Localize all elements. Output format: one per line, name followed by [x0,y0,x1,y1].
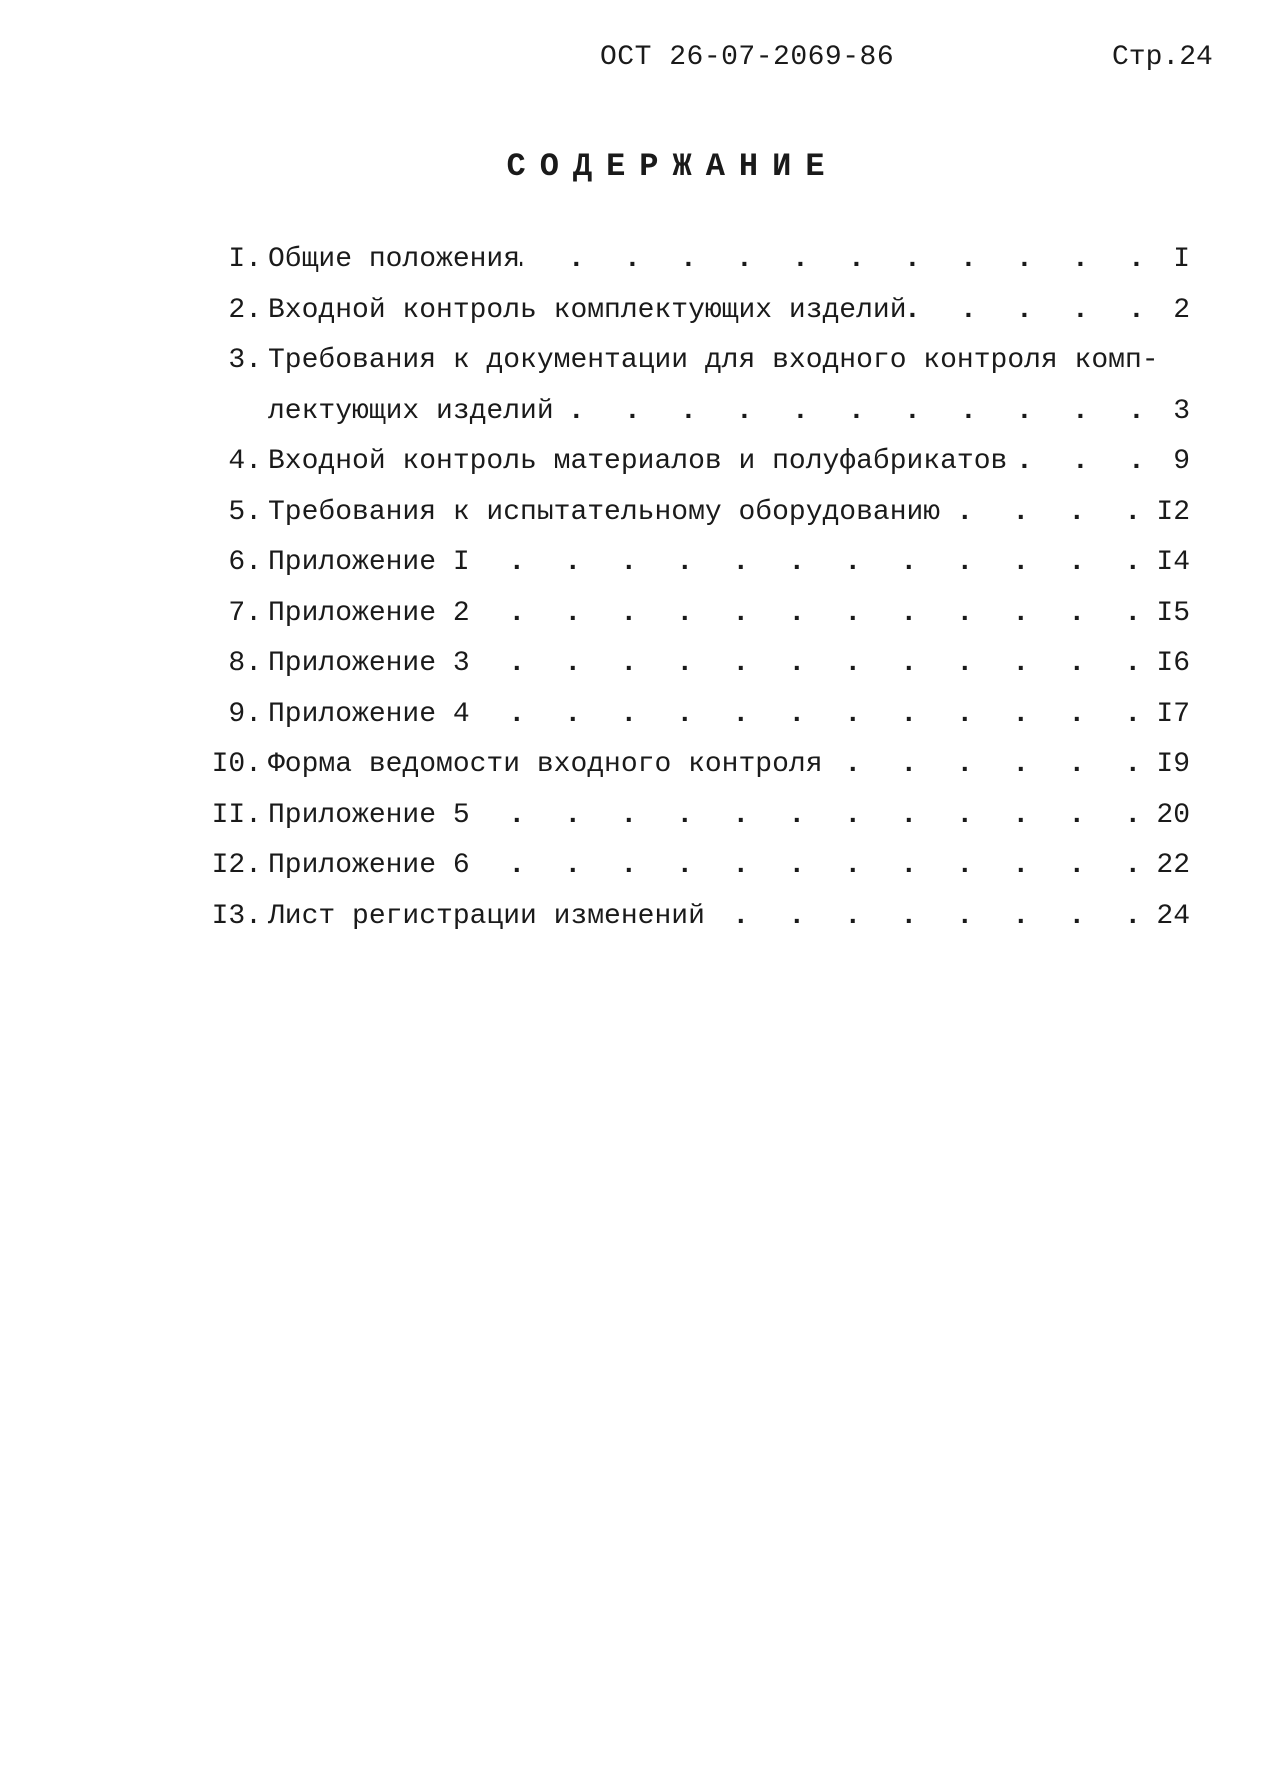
toc-entry [200,286,1190,337]
dot-leader [554,387,1156,438]
toc-entry-number: 4. [228,446,262,477]
toc-entry-page: I7 [1156,698,1190,730]
toc-entry [200,791,1190,842]
toc-entry [200,740,1190,791]
toc-entry-title: Приложение 4 [268,698,470,730]
toc-entry-title: Приложение 2 [268,597,470,629]
toc-entry-page: I [1173,244,1190,275]
contents-heading: СОДЕРЖАНИЕ [506,148,839,185]
toc-entry-title: Общие положения [268,244,521,275]
dot-leader [940,488,1152,539]
toc-entry-number: I. [228,244,262,275]
toc-entry [200,690,1190,741]
toc-entry-title: Приложение I [268,547,470,578]
toc-entry-title: Требования к документации для входного контроля комп- [268,345,1159,376]
toc-entry [200,892,1190,943]
toc-entry-number: I3. [211,900,262,932]
toc-entry-number: 6. [228,547,262,578]
toc-entry-page: I5 [1156,597,1190,629]
toc-entry [200,235,1190,286]
toc-entry-continuation [200,387,1190,438]
toc-entry-title: Приложение 5 [268,799,470,831]
toc-entry-page: 24 [1156,900,1190,932]
toc-entry-number: 5. [228,496,262,528]
page-number: Стр.24 [1112,42,1213,73]
toc-entry-page: I2 [1156,496,1190,528]
toc-entry [200,336,1190,387]
toc-entry-number: 7. [228,597,262,629]
toc-entry [200,589,1190,640]
toc-entry-title: Лист регистрации изменений [268,900,705,932]
dot-leader [907,286,1156,337]
toc-entry-title: лектующих изделий [268,395,554,427]
toc-entry-number: 8. [228,648,262,679]
toc-entry-page: 2 [1173,294,1190,326]
dot-leader [470,538,1153,589]
table-of-contents [200,235,1190,942]
toc-entry-number: 2. [228,294,262,326]
toc-entry-number: 9. [228,698,262,730]
toc-entry-number: 3. [228,345,262,376]
dot-leader [520,235,1156,286]
dot-leader [470,791,1153,842]
toc-entry-title: Форма ведомости входного контроля [268,749,823,780]
toc-entry-page: 9 [1173,446,1190,477]
dot-leader [470,639,1153,690]
dot-leader [470,589,1153,640]
toc-entry-title: Входной контроль комплектующих изделий [268,294,907,326]
toc-entry [200,841,1190,892]
toc-entry-page: I9 [1156,749,1190,780]
toc-entry [200,639,1190,690]
toc-entry-title: Приложение 6 [268,850,470,881]
toc-entry [200,488,1190,539]
document-code: ОСТ 26-07-2069-86 [600,42,895,73]
toc-entry-number: II. [211,799,262,831]
dot-leader [705,892,1153,943]
dot-leader [470,690,1153,741]
dot-leader [1007,437,1156,488]
toc-entry-page: I6 [1156,648,1190,679]
dot-leader [470,841,1153,892]
toc-entry-title: Требования к испытательному оборудованию [268,496,941,528]
toc-entry-page: 20 [1156,799,1190,831]
toc-entry-page: 22 [1156,850,1190,881]
toc-entry-number: I0. [211,749,262,780]
toc-entry [200,437,1190,488]
toc-entry-page: 3 [1173,395,1190,427]
toc-entry-title: Входной контроль материалов и полуфабрикатов [268,446,1008,477]
toc-entry-title: Приложение 3 [268,648,470,679]
toc-entry [200,538,1190,589]
dot-leader [823,740,1153,791]
toc-entry-number: I2. [211,850,262,881]
toc-entry-page: I4 [1156,547,1190,578]
